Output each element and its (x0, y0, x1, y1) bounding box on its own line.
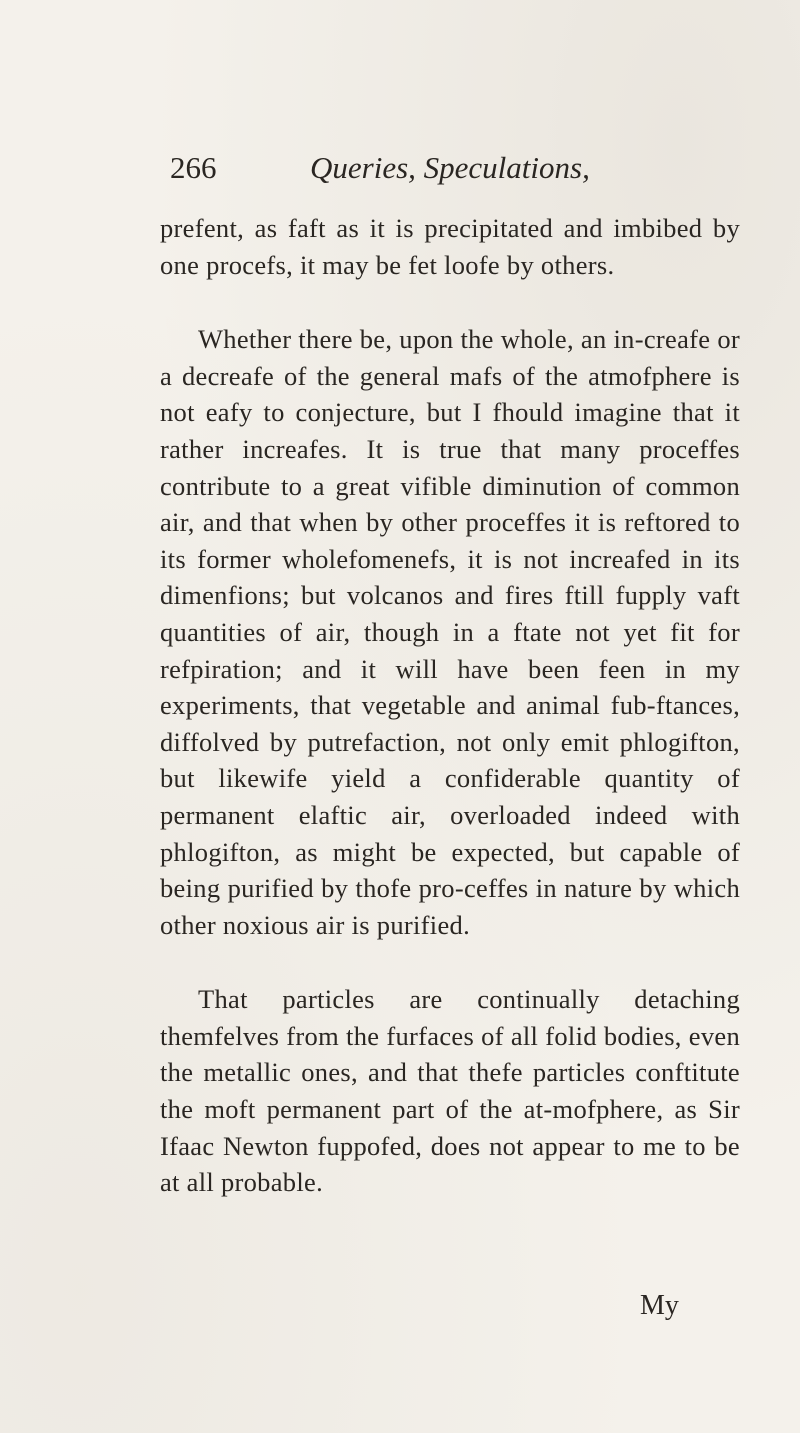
page-number: 266 (170, 150, 217, 185)
paragraph-continuation: prefent, as faft as it is precipitated and imbibed by one procefs, it may be fet loofe by others. (160, 213, 740, 280)
catchword: My (640, 1290, 679, 1321)
paragraph-atmosphere-increase: Whether there be, upon the whole, an in-creafe or a decreafe of the general mafs of the atmofphere is not eafy to conjecture, but I fhould imagine that it rather increafes. It is true that many proceffes contribute to a great vifible diminution of common air, and that when by other proceffes it is reftored to its former wholefomenefs, it is not increafed in its dimenfions; but volcanos and fires ftill fupply vaft quantities of air, though in a ftate not yet fit for refpiration; and it will have been feen in my experiments, that vegetable and animal fub-ftances, diffolved by putrefaction, not only emit phlogifton, but likewife yield a confiderable quantity of permanent elaftic air, overloaded indeed with phlogifton, as might be expected, but capable of being purified by thofe pro-ceffes in nature by which other noxious air is purified. (160, 324, 740, 940)
paragraph-particles: That particles are continually detaching themfelves from the furfaces of all folid bodies, even the metallic ones, and that thefe particles conftitute the moft permanent part of the at-mofphere, as Sir Ifaac Newton fuppofed, does not appear to me to be at all probable. (160, 984, 740, 1198)
body-text (160, 210, 740, 1201)
running-head (170, 150, 730, 196)
running-title: Queries, Speculations, (310, 150, 590, 185)
